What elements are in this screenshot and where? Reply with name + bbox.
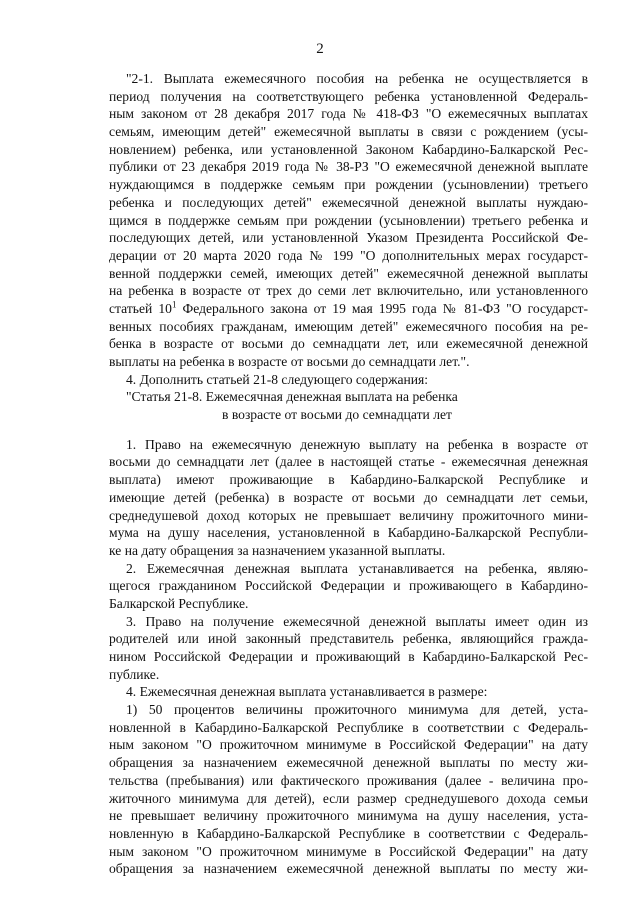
text-line [109, 141, 588, 159]
text-line [109, 371, 588, 389]
line-text: "2-1. Выплата ежемесячного пособия на ребенка не осуществляется в [126, 71, 588, 86]
text-line [109, 630, 588, 648]
line-text: семьям, имеющим детей" ежемесячной выплаты в связи с рождением (усы- [109, 124, 588, 140]
text-line [109, 436, 588, 454]
text-line [109, 507, 588, 525]
text-line [109, 790, 588, 808]
line-text: новленную в Кабардино-Балкарской Республике в соответствии с Федераль- [109, 825, 588, 841]
text-line [109, 388, 588, 406]
line-text: выплаты на ребенка в возрасте от восьми до семнадцати лет.". [109, 354, 470, 369]
line-text: Балкарской Республике. [109, 595, 249, 611]
line-text-after: Федерального закона от 19 мая 1995 года № 81-ФЗ "О государст- [176, 300, 588, 316]
text-line [109, 300, 588, 318]
document-body [109, 70, 588, 878]
text-line [109, 471, 588, 489]
text-line [109, 524, 588, 542]
line-text: нином Российской Федерации и проживающий в Кабардино-Балкарской Рес- [109, 649, 588, 664]
line-text: не превышает величину прожиточного минимума на душу населения, уста- [109, 808, 588, 824]
line-text: 1. Право на ежемесячную денежную выплату на ребенка в возрасте от [126, 436, 588, 452]
text-line [109, 247, 588, 265]
text-line [109, 318, 588, 336]
text-line [109, 282, 588, 300]
text-line [109, 560, 588, 578]
line-text: ным законом "О прожиточном минимуме в Российской Федерации" на дату [109, 737, 588, 753]
line-text: новлением) ребенка, или установленной Законом Кабардино-Балкарской Рес- [109, 141, 588, 157]
line-text: обращения за назначением ежемесячной денежной выплаты по месту жи- [109, 861, 588, 877]
text-line [109, 860, 588, 878]
line-text: 4. Дополнить статьей 21-8 следующего содержания: [126, 371, 429, 387]
line-text: житочного минимума для детей), если размер среднедушевого дохода семьи [109, 790, 588, 806]
line-text: среднедушевой доход которых не превышает величину прожиточного мини- [109, 507, 588, 523]
text-line [109, 683, 588, 701]
text-line [109, 843, 588, 861]
text-line [109, 825, 588, 843]
line-text: бенка в возрасте от восьми до семнадцати лет, или ежемесячной денежной [109, 336, 588, 352]
superscript: 1 [171, 299, 177, 310]
line-text: нуждающимся в поддержке семьям при рождении (усыновлении) третьего [109, 177, 588, 193]
text-line [109, 807, 588, 825]
page-number: 2 [316, 41, 324, 57]
text-line [109, 666, 588, 684]
text-line [109, 613, 588, 631]
text-line [109, 353, 588, 371]
text-line [109, 176, 588, 194]
line-text: дерации от 20 марта 2020 года № 199 "О дополнительных мерах государст- [109, 247, 588, 263]
text-line [109, 88, 588, 106]
text-line [109, 754, 588, 772]
text-line [109, 335, 588, 353]
text-line [109, 595, 588, 613]
line-text: статьей 10 [109, 300, 172, 316]
line-text: венных пособиях гражданам, имеющим детей" ежемесячного пособия на ре- [109, 318, 588, 334]
line-text: период получения на соответствующего ребенка установленной Федераль- [109, 88, 588, 104]
line-text: 1) 50 процентов величины прожиточного минимума для детей, уста- [126, 702, 588, 718]
text-line [109, 719, 588, 737]
line-text: обращения за назначением ежемесячной денежной выплаты по месту жи- [109, 755, 588, 771]
line-text: новленной в Кабардино-Балкарской Республике в соответствии с Федераль- [109, 719, 588, 735]
text-line [109, 194, 588, 212]
line-text: венной поддержки семей, имеющих детей" ежемесячной денежной выплаты [109, 265, 588, 281]
line-text: последующих детей, или установленной Указом Президента Российской Фе- [109, 230, 588, 246]
line-text: 4. Ежемесячная денежная выплата устанавливается в размере: [126, 684, 488, 700]
line-text: 3. Право на получение ежемесячной денежной выплаты имеет один из [126, 613, 588, 629]
line-text: в возрасте от восьми до семнадцати лет [222, 407, 452, 423]
text-line [109, 736, 588, 754]
text-line [109, 577, 588, 595]
line-text: выплата) имеют проживающие в Кабардино-Балкарской Республике и [109, 472, 588, 488]
line-text: публики от 23 декабря 2019 года № 38-РЗ "О ежемесячной денежной выплате [109, 159, 588, 175]
line-text: ребенка и последующих детей" ежемесячной денежной выплаты нуждаю- [109, 194, 588, 210]
line-text: щимся в поддержке семьям при рождении (усыновлении) третьего ребенка и [109, 212, 588, 228]
text-line [109, 453, 588, 471]
text-line [109, 542, 588, 560]
line-text: восьми до семнадцати лет (далее в настоящей статье - ежемесячная денежная [109, 454, 588, 470]
text-line [109, 158, 588, 176]
text-line [109, 229, 588, 247]
text-line [109, 212, 588, 230]
blank-line [109, 424, 588, 436]
line-text: родителей или иной законный представитель ребенка, являющийся гражда- [109, 631, 588, 647]
line-text: ке на дату обращения за назначением указанной выплаты. [109, 542, 446, 558]
text-line [109, 701, 588, 719]
line-text: щегося гражданином Российской Федерации и проживающего в Кабардино- [109, 578, 588, 594]
text-line [109, 648, 588, 666]
text-line [109, 406, 588, 424]
line-text: публике. [109, 666, 160, 682]
text-line [109, 772, 588, 790]
line-text: на ребенка в возрасте от трех до семи лет включительно, или установленного [109, 283, 588, 299]
text-line [109, 265, 588, 283]
line-text: имеющие детей (ребенка) в возрасте от восьми до семнадцати лет семьи, [109, 489, 588, 505]
line-text: "Статья 21-8. Ежемесячная денежная выплата на ребенка [126, 389, 458, 405]
text-line [109, 123, 588, 141]
line-text: ным законом от 28 декабря 2017 года № 418-ФЗ "О ежемесячных выплатах [109, 106, 588, 122]
text-line [109, 489, 588, 507]
text-line [109, 105, 588, 123]
line-text: тельства (пребывания) или фактического проживания (далее - величина про- [109, 772, 588, 788]
text-line [109, 70, 588, 88]
line-text: 2. Ежемесячная денежная выплата устанавливается на ребенка, являю- [126, 560, 588, 576]
line-text: мума на душу населения, установленной в Кабардино-Балкарской Республи- [109, 525, 588, 541]
line-text: ным законом "О прожиточном минимуме в Российской Федерации" на дату [109, 843, 588, 859]
